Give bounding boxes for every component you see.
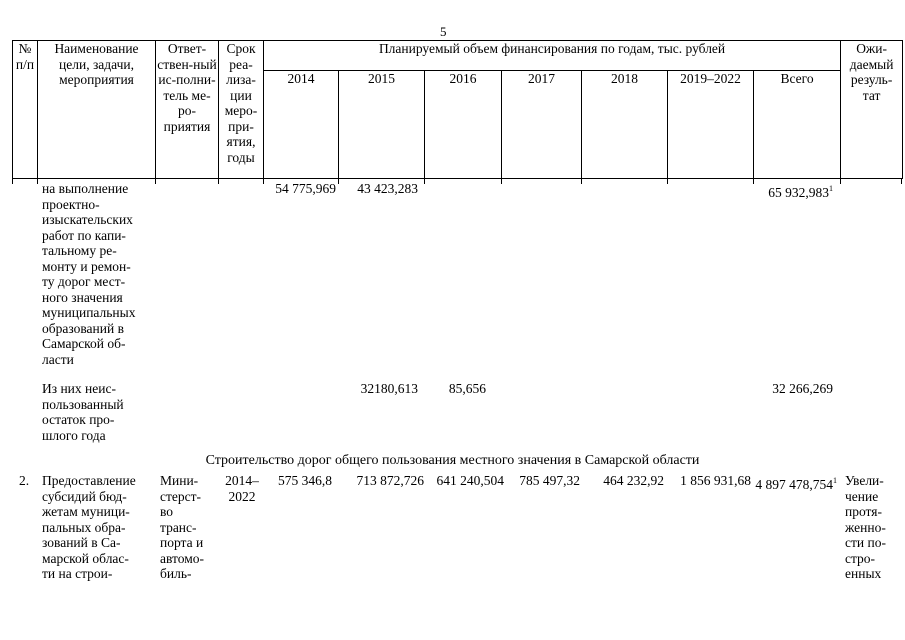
header-responsible: Ответ-ствен-ный ис-полни-тель ме-ро-приятия: [156, 41, 219, 179]
header-year-2015: 2015: [339, 71, 425, 179]
row3-2014-value: 575 346,8: [278, 473, 332, 488]
row2-2016-value: 85,656: [448, 381, 486, 396]
row1-total-value: 65 932,983$^1$: [768, 184, 833, 200]
header-year-2016: 2016: [425, 71, 502, 179]
page-number: 5: [440, 24, 447, 39]
header-total: Всего: [754, 71, 841, 179]
header-num: № п/п: [13, 41, 38, 179]
row3-name: Предоставление субсидий бюд- жетам муници- пальных обра- зований в Са- марской облас- ти на строи-: [42, 473, 136, 581]
row3-result: Увели- чение протя- женно- сти по- стро- енных: [845, 473, 886, 581]
header-year-2018: 2018: [582, 71, 668, 179]
header-year-2017: 2017: [502, 71, 582, 179]
row3-2018-value: 464 232,92: [603, 473, 664, 488]
row3-total-value: 4 897 478,754$^1$: [755, 476, 837, 492]
header-year-2014: 2014: [264, 71, 339, 179]
row1-name: на выполнение проектно- изыскательских работ по капи- тальному ре- монту и ремон- ту дорог мест- ного значения муниципальных образований в Самарской об- ласти: [42, 181, 136, 367]
row3-2015-value: 713 872,726: [356, 473, 424, 488]
header-term: Срок реа-лиза-ции меро-при-ятия, годы: [219, 41, 264, 179]
header-name: Наименование цели, задачи, мероприятия: [38, 41, 156, 179]
row3-number: 2.: [19, 473, 30, 488]
section-title: Строительство дорог общего пользования местного значения в Самарской области: [205, 453, 700, 468]
header-result: Ожи-даемый резуль-тат: [841, 41, 903, 179]
row3-2017-value: 785 497,32: [519, 473, 580, 488]
header-finance: Планируемый объем финансирования по годам, тыс. рублей: [264, 41, 841, 71]
row3-2019-2022-value: 1 856 931,68: [680, 473, 751, 488]
row1-2014-value: 54 775,969: [275, 181, 336, 196]
row2-2015-value: 32180,613: [360, 381, 418, 396]
row2-name: Из них неис- пользованный остаток про- шлого года: [42, 381, 124, 443]
row2-total-value: 32 266,269: [772, 381, 833, 396]
row3-responsible: Мини- стерст- во транс- порта и автомо- биль-: [160, 473, 205, 581]
row3-term: 2014– 2022: [225, 473, 259, 504]
row1-2015-value: 43 423,283: [357, 181, 418, 196]
header-year-2019-2022: 2019–2022: [668, 71, 754, 179]
row3-2016-value: 641 240,504: [436, 473, 504, 488]
